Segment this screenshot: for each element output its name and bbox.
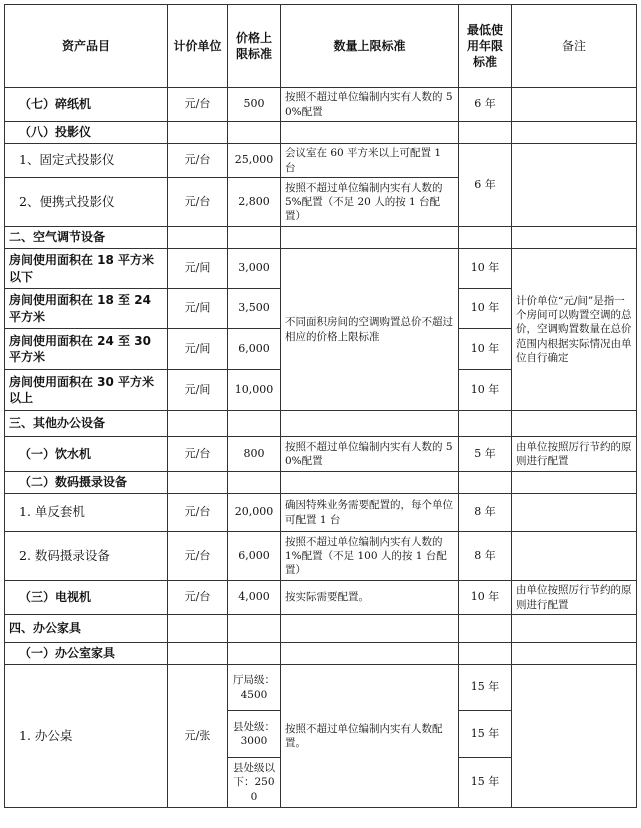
empty-cell xyxy=(168,122,228,144)
row-qty: 按照不超过单位编制内实有人数的 5%配置（不足 20 人的按 1 台配置） xyxy=(281,178,459,227)
empty-cell xyxy=(281,411,459,437)
row-price: 500 xyxy=(228,88,281,122)
row-price: 10,000 xyxy=(228,370,281,411)
section-title: （一）办公室家具 xyxy=(5,643,168,665)
row-years: 15 年 xyxy=(459,711,512,758)
row-price: 6,000 xyxy=(228,329,281,370)
empty-cell xyxy=(281,615,459,643)
row-years: 10 年 xyxy=(459,581,512,615)
empty-cell xyxy=(512,643,637,665)
table-row xyxy=(5,615,637,643)
empty-cell xyxy=(281,227,459,249)
row-unit: 元/台 xyxy=(168,532,228,581)
row-years: 15 年 xyxy=(459,665,512,711)
row-unit: 元/台 xyxy=(168,88,228,122)
row-unit: 元/间 xyxy=(168,329,228,370)
row-years: 10 年 xyxy=(459,370,512,411)
table-row xyxy=(5,643,637,665)
header-price: 价格上限标准 xyxy=(228,5,281,88)
empty-cell xyxy=(459,227,512,249)
section-title: 三、其他办公设备 xyxy=(5,411,168,437)
empty-cell xyxy=(281,643,459,665)
table-row xyxy=(5,122,637,144)
row-note xyxy=(512,665,637,808)
section-title: （二）数码摄录设备 xyxy=(5,472,168,494)
row-years: 10 年 xyxy=(459,289,512,329)
row-qty: 不同面积房间的空调购置总价不超过相应的价格上限标准 xyxy=(281,249,459,411)
row-unit: 元/台 xyxy=(168,581,228,615)
row-note: 由单位按照厉行节约的原则进行配置 xyxy=(512,437,637,472)
empty-cell xyxy=(228,122,281,144)
row-years: 6 年 xyxy=(459,88,512,122)
empty-cell xyxy=(459,472,512,494)
row-name: （八）投影仪 xyxy=(5,122,168,144)
empty-cell xyxy=(228,472,281,494)
table-row xyxy=(5,437,637,472)
empty-cell xyxy=(168,472,228,494)
table-row xyxy=(5,532,637,581)
row-unit: 元/间 xyxy=(168,370,228,411)
row-qty: 按照不超过单位编制内实有人数的 50%配置 xyxy=(281,437,459,472)
row-name: （七）碎纸机 xyxy=(5,88,168,122)
row-years: 5 年 xyxy=(459,437,512,472)
table-row xyxy=(5,411,637,437)
row-note xyxy=(512,144,637,227)
row-price: 6,000 xyxy=(228,532,281,581)
row-price: 20,000 xyxy=(228,494,281,532)
empty-cell xyxy=(512,615,637,643)
row-unit: 元/间 xyxy=(168,249,228,289)
row-price: 厅局级：4500 xyxy=(228,665,281,711)
row-unit: 元/台 xyxy=(168,178,228,227)
row-name: 1、固定式投影仪 xyxy=(5,144,168,178)
row-qty: 按照不超过单位编制内实有人数的 1%配置（不足 100 人的按 1 台配置） xyxy=(281,532,459,581)
row-price: 3,000 xyxy=(228,249,281,289)
table-row xyxy=(5,88,637,122)
header-qty: 数量上限标准 xyxy=(281,5,459,88)
row-name: 房间使用面积在 18 至 24 平方米 xyxy=(5,289,168,329)
row-name: 2、便携式投影仪 xyxy=(5,178,168,227)
row-qty: 按实际需要配置。 xyxy=(281,581,459,615)
table-row xyxy=(5,144,637,178)
row-years: 15 年 xyxy=(459,758,512,808)
row-unit: 元/台 xyxy=(168,494,228,532)
empty-cell xyxy=(512,411,637,437)
empty-cell xyxy=(459,122,512,144)
empty-cell xyxy=(459,411,512,437)
empty-cell xyxy=(228,227,281,249)
row-price: 4,000 xyxy=(228,581,281,615)
row-years: 8 年 xyxy=(459,532,512,581)
row-name: 2. 数码摄录设备 xyxy=(5,532,168,581)
section-title: 四、办公家具 xyxy=(5,615,168,643)
row-years: 6 年 xyxy=(459,144,512,227)
header-years: 最低使用年限标准 xyxy=(459,5,512,88)
row-price: 县处级以下：2500 xyxy=(228,758,281,808)
row-price: 800 xyxy=(228,437,281,472)
row-note xyxy=(512,88,637,122)
table-row xyxy=(5,249,637,289)
table-row xyxy=(5,227,637,249)
row-qty: 按照不超过单位编制内实有人数配置。 xyxy=(281,665,459,808)
table-row xyxy=(5,581,637,615)
row-price: 县处级：3000 xyxy=(228,711,281,758)
row-unit: 元/台 xyxy=(168,437,228,472)
table-row xyxy=(5,665,637,711)
empty-cell xyxy=(228,411,281,437)
empty-cell xyxy=(168,411,228,437)
empty-cell xyxy=(228,643,281,665)
row-note: 计价单位“元/间”是指一个房间可以购置空调的总价，空调购置数量在总价范围内根据实际情况由单位自行确定 xyxy=(512,249,637,411)
empty-cell xyxy=(512,122,637,144)
section-title: 二、空气调节设备 xyxy=(5,227,168,249)
asset-standard-table xyxy=(4,4,637,808)
row-years: 10 年 xyxy=(459,249,512,289)
row-note xyxy=(512,532,637,581)
table-header-row xyxy=(5,5,637,88)
empty-cell xyxy=(281,122,459,144)
row-name: （三）电视机 xyxy=(5,581,168,615)
row-name: 房间使用面积在 18 平方米以下 xyxy=(5,249,168,289)
row-qty: 会议室在 60 平方米以上可配置 1 台 xyxy=(281,144,459,178)
row-qty: 确因特殊业务需要配置的，每个单位可配置 1 台 xyxy=(281,494,459,532)
row-price: 2,800 xyxy=(228,178,281,227)
empty-cell xyxy=(168,227,228,249)
empty-cell xyxy=(512,227,637,249)
empty-cell xyxy=(512,472,637,494)
row-name: 房间使用面积在 24 至 30 平方米 xyxy=(5,329,168,370)
empty-cell xyxy=(281,472,459,494)
row-name: （一）饮水机 xyxy=(5,437,168,472)
table-row xyxy=(5,494,637,532)
row-unit: 元/间 xyxy=(168,289,228,329)
row-price: 25,000 xyxy=(228,144,281,178)
header-unit: 计价单位 xyxy=(168,5,228,88)
empty-cell xyxy=(228,615,281,643)
empty-cell xyxy=(459,615,512,643)
row-qty: 按照不超过单位编制内实有人数的 50%配置 xyxy=(281,88,459,122)
header-note: 备注 xyxy=(512,5,637,88)
row-years: 10 年 xyxy=(459,329,512,370)
row-name: 1. 办公桌 xyxy=(5,665,168,808)
empty-cell xyxy=(168,643,228,665)
row-name: 房间使用面积在 30 平方米以上 xyxy=(5,370,168,411)
row-unit: 元/台 xyxy=(168,144,228,178)
row-price: 3,500 xyxy=(228,289,281,329)
header-item: 资产品目 xyxy=(5,5,168,88)
empty-cell xyxy=(459,643,512,665)
row-unit: 元/张 xyxy=(168,665,228,808)
row-note xyxy=(512,494,637,532)
table-row xyxy=(5,472,637,494)
row-years: 8 年 xyxy=(459,494,512,532)
empty-cell xyxy=(168,615,228,643)
row-note: 由单位按照厉行节约的原则进行配置 xyxy=(512,581,637,615)
row-name: 1. 单反套机 xyxy=(5,494,168,532)
